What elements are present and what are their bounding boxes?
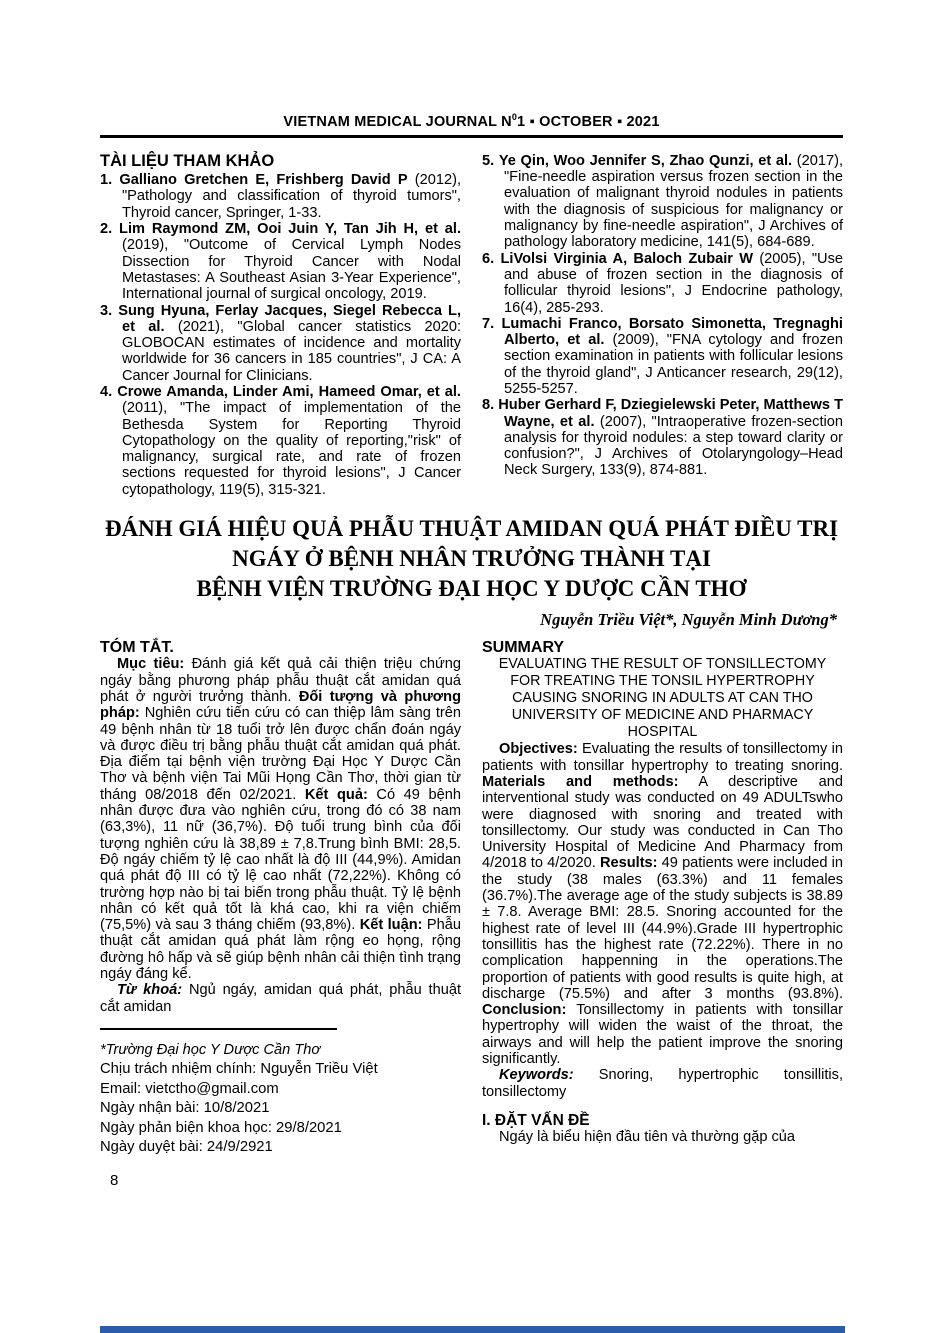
footnote-divider	[100, 1028, 337, 1030]
tom-tat-heading: TÓM TẮT.	[100, 639, 174, 657]
conclusion-label: Conclusion:	[482, 1002, 567, 1019]
doi-tuong-label: Đối tượng và phương pháp:	[100, 688, 462, 722]
objectives-label: Objectives:	[499, 741, 578, 758]
reference-authors: Galliano Gretchen E, Frishberg David P	[119, 172, 408, 189]
tu-khoa-text: Ngủ ngáy, amidan quá phát, phẫu thuật cắt amidan	[100, 982, 461, 1015]
reference-authors: LiVolsi Virginia A, Baloch Zubair W	[500, 250, 754, 267]
dat-van-de-heading: I. ĐẶT VẤN ĐỀ	[482, 1111, 590, 1129]
results-text: 49 patients were included in the study (38 males (63.3%) and 11 females (36.7%).The average age of the study subjects is 38.89 ± 7.8. Average BMI: 28.5. Snoring accounted for the highest rate of level III (44.9%).Grade III hypertrophic tonsillitis has the highest rate (72.22%). There in no complication happenning in the operations.The proportion of patients with good results is quite high, at discharge (75.5%) and after 3 months (93.8%).	[482, 855, 843, 1002]
reference-text: (2011), "The impact of implementation of the Bethesda System for Reporting Thyroid Cytopathology on the quality of reporting,"risk" of malignancy, surgical rate, and rate of frozen sections requested for thyroid lesions", J Cancer cytopathology, 119(5), 315-321.	[122, 400, 461, 498]
reference-text: (2009), "FNA cytology and frozen section examination in patients with follicular lesions of the thyroid gland", J Anticancer research, 29(12), 5255-5257.	[504, 332, 843, 397]
journal-header-issue: 1 ▪ OCTOBER ▪ 2021	[517, 113, 660, 130]
ket-qua-text: Có 49 bệnh nhân được đưa vào nghiên cứu, trong đó có 38 nam (63,3%), 11 nữ (36,7%). Độ tuổi trung bình của đối tượng nghiên cứu là 38,89 ± 7,8.Trung bình BMI: 28,5. Độ ngáy chiếm tỷ lệ cao nhất là độ III (44,9%). Amidan quá phát độ III có tỷ lệ cao nhất (72,22%). Không có trường hợp nào bị tai biến trong phẫu thuật. Tỷ lệ bệnh nhân có kết quả tốt là khá cao, khi ra viện chiếm (75,5%) và sau 3 tháng chiếm (93,8%).	[100, 786, 461, 934]
reference-number: 6.	[482, 250, 495, 267]
reference-authors: Crowe Amanda, Linder Ami, Hameed Omar, et al.	[117, 383, 461, 400]
references-heading: TÀI LIỆU THAM KHẢO	[100, 151, 275, 170]
reference-authors: Sung Hyuna, Ferlay Jacques, Siegel Rebecca L, et al.	[118, 302, 462, 335]
tu-khoa-label: Từ khoá:	[117, 982, 183, 999]
materials-methods-label: Materials and methods:	[482, 773, 679, 790]
summary-paragraph	[482, 741, 843, 1067]
journal-header-text: VIETNAM MEDICAL JOURNAL N	[283, 113, 512, 130]
doi-tuong-text: Nghiên cứu tiến cứu có can thiệp lâm sàng trên 49 bệnh nhân từ 18 tuổi trở lên được chẩn đoán ngáy và được điều trị bằng phẫu thuật cắt amidan quá phát. Địa điểm tại bệnh viện trường Đại Học Y Dược Cần Thơ và bệnh viện Tai Mũi Họng Cần Thơ, thời gian từ tháng 08/2018 đến 02/2021.	[100, 705, 461, 803]
references-right-column	[482, 153, 843, 479]
article-title	[100, 514, 843, 604]
bottom-accent-bar	[100, 1326, 845, 1333]
muc-tieu-label: Mục tiêu:	[117, 656, 185, 673]
article-authors: Nguyễn Triều Việt*, Nguyễn Minh Dương*	[540, 610, 837, 630]
objectives-text: Evaluating the results of tonsillectomy in patients with tonsillar hypertrophy to treating snoring.	[482, 741, 843, 774]
reference-authors: Huber Gerhard F, Dziegielewski Peter, Matthews T Wayne, et al.	[498, 397, 843, 430]
email-line: Email: vietctho@gmail.com	[100, 1080, 279, 1097]
journal-issue-superscript: 0	[511, 112, 518, 122]
article-title-line: ĐÁNH GIÁ HIỆU QUẢ PHẪU THUẬT AMIDAN QUÁ PHÁT ĐIỀU TRỊ	[104, 516, 839, 542]
references-section	[100, 153, 843, 498]
summary-column-english	[482, 640, 843, 1145]
accepted-date-line: Ngày duyệt bài: 24/9/2921	[100, 1139, 273, 1156]
abstract-section	[100, 640, 843, 1158]
summary-english-title: EVALUATING THE RESULT OF TONSILLECTOMY FOR TREATING THE TONSIL HYPERTROPHY CAUSING SNORING IN ADULTS AT CAN THO UNIVERSITY OF MEDICINE AND PHARMACY HOSPITAL	[498, 656, 827, 741]
reference-item	[100, 221, 461, 302]
article-title-line: NGÁY Ở BỆNH NHÂN TRƯỞNG THÀNH TẠI	[232, 546, 711, 572]
reference-authors: Lumachi Franco, Borsato Simonetta, Tregnaghi Alberto, et al.	[501, 315, 843, 349]
ket-luan-label: Kết luận:	[359, 917, 423, 934]
received-date-line: Ngày nhận bài: 10/8/2021	[100, 1100, 270, 1117]
reference-authors: Lim Raymond ZM, Ooi Juin Y, Tan Jih H, et al.	[119, 221, 462, 238]
summary-heading: SUMMARY	[482, 639, 565, 657]
references-left-column	[100, 153, 461, 498]
reference-number: 3.	[100, 302, 113, 319]
footnote-block	[100, 1028, 461, 1158]
reference-text: (2007), "Intraoperative frozen-section analysis for thyroid nodules: a step toward clarity or confusion?", J Archives of Otolaryngology–Head Neck Surgery, 133(9), 874-881.	[504, 413, 843, 479]
reference-item	[482, 316, 843, 397]
tu-khoa-line	[100, 982, 461, 1015]
corresponding-author-line: Chịu trách nhiệm chính: Nguyễn Triều Việt	[100, 1061, 378, 1078]
journal-header	[100, 112, 843, 138]
reference-number: 8.	[482, 397, 495, 414]
tom-tat-paragraph	[100, 656, 461, 982]
reference-number: 1.	[100, 172, 113, 189]
article-title-line: BỆNH VIỆN TRƯỜNG ĐẠI HỌC Y DƯỢC CẦN THƠ	[196, 576, 747, 602]
reference-text: (2019), "Outcome of Cervical Lymph Nodes Dissection for Thyroid Cancer with Nodal Metastases: A Southeast Asian 3-Year Experience", International journal of surgical oncology, 2019.	[122, 237, 461, 303]
reference-item	[100, 172, 461, 221]
reference-item	[482, 251, 843, 316]
abstract-column-vietnamese	[100, 640, 461, 1158]
materials-methods-text: A descriptive and interventional study was conducted on 49 ADULTswho were diagnosed with snoring and treated with tonsillectomy. Our study was conducted in Can Tho University Hospital of Medicine And Pharmacy from 4/2018 to 4/2020.	[482, 773, 843, 872]
keywords-line	[482, 1067, 843, 1100]
reference-number: 2.	[100, 221, 113, 238]
page-number: 8	[110, 1172, 119, 1189]
reference-item	[100, 384, 461, 498]
muc-tieu-text: Đánh giá kết quả cải thiện triệu chứng ngáy bằng phương pháp phẫu thuật cắt amidan quá phát ở người trưởng thành.	[100, 656, 461, 705]
results-label: Results:	[599, 855, 658, 872]
reference-authors: Ye Qin, Woo Jennifer S, Zhao Qunzi, et al.	[498, 152, 793, 169]
reference-text: (2012), "Pathology and classification of thyroid tumors", Thyroid cancer, Springer, 1-33.	[122, 172, 461, 221]
page-content	[100, 112, 843, 1158]
reference-item	[482, 397, 843, 478]
reference-text: (2021), "Global cancer statistics 2020: GLOBOCAN estimates of incidence and mortality worldwide for 36 cancers in 185 countries", J CA: A Cancer Journal for Clinicians.	[122, 318, 461, 384]
keywords-label: Keywords:	[499, 1067, 574, 1084]
reference-text: (2017), "Fine-needle aspiration versus frozen section in the evaluation of malignant thyroid nodules in patients with the diagnosis of suspicious for malignancy or malignancy by fine-needle aspiration", J Archives of pathology laboratory medicine, 141(5), 684-689.	[504, 152, 844, 251]
review-date-line: Ngày phản biện khoa học: 29/8/2021	[100, 1119, 342, 1136]
keywords-text: Snoring, hypertrophic tonsillitis, tonsillectomy	[482, 1067, 843, 1100]
ket-qua-label: Kết quả:	[304, 786, 368, 803]
reference-item	[100, 303, 461, 384]
reference-text: (2005), "Use and abuse of frozen section in the diagnosis of follicular thyroid lesions", J Endocrine pathology, 16(4), 285-293.	[504, 250, 843, 316]
ket-luan-text: Phẫu thuật cắt amidan quá phát làm rộng eo họng, rộng đường hô hấp và sẽ giúp bệnh nhân cải thiện tình trạng ngáy đáng kể.	[100, 917, 461, 982]
intro-first-line: Ngáy là biểu hiện đầu tiên và thường gặp của	[499, 1129, 796, 1146]
reference-number: 7.	[482, 315, 495, 332]
affiliation-note: *Trường Đại học Y Dược Cần Thơ	[100, 1041, 321, 1058]
reference-item	[482, 153, 843, 251]
reference-number: 4.	[100, 383, 113, 400]
conclusion-text: Tonsillectomy in patients with tonsillar hypertrophy will widen the waist of the throat, the airways and will help the patient improve the snoring significantly.	[482, 1002, 843, 1067]
reference-number: 5.	[482, 152, 495, 169]
